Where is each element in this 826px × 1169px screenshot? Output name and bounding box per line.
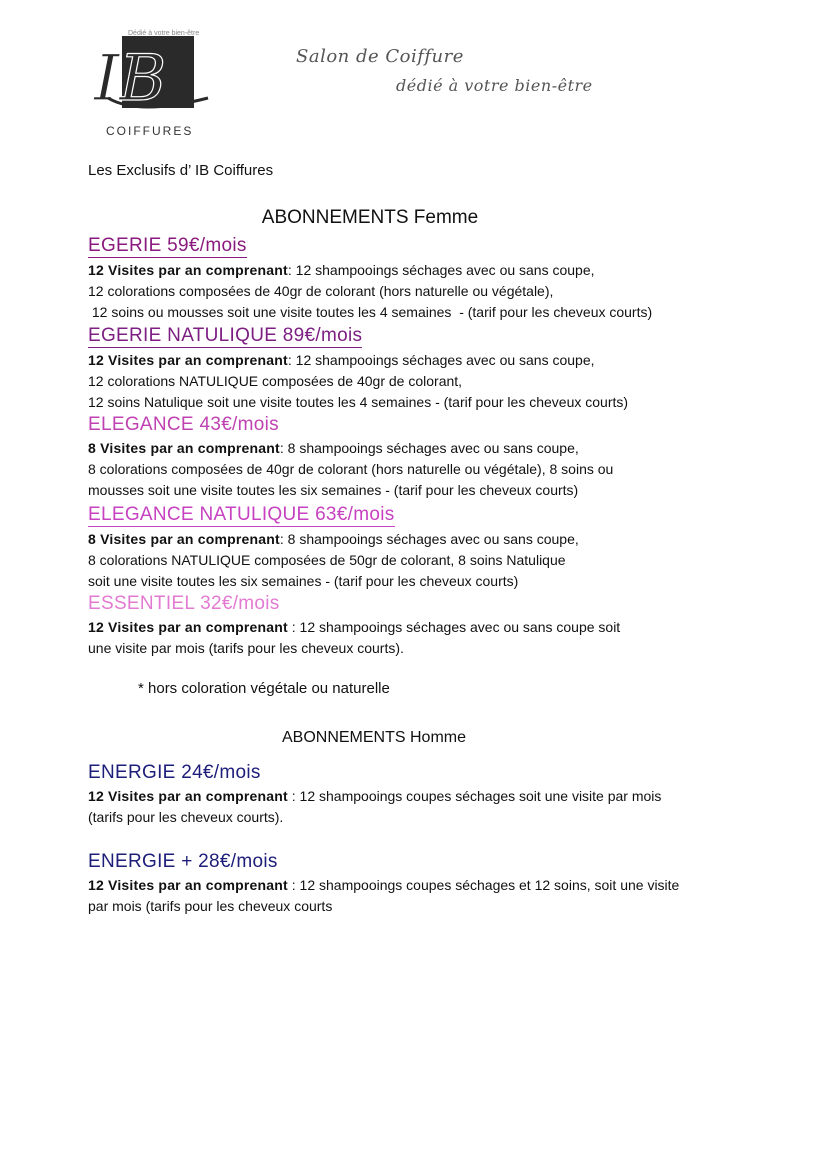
logo-tagline: Dédié à votre bien-être — [128, 30, 200, 37]
offer-line: 12 colorations composées de 40gr de colorant (hors naturelle ou végétale), — [88, 283, 554, 299]
offer-description — [88, 875, 758, 917]
offer-line: : 8 shampooings séchages avec ou sans coupe, — [279, 531, 579, 547]
offer-description — [88, 786, 758, 828]
offer-visits: 12 Visites par an comprenant — [88, 788, 288, 804]
offer-line: 12 soins Natulique soit une visite toutes les 4 semaines - (tarif pour les cheveux courts) — [88, 394, 629, 410]
svg-text:IB: IB — [94, 42, 167, 116]
offer-essentiel — [88, 593, 758, 659]
offer-line: : 8 shampooings séchages avec ou sans coupe, — [279, 440, 579, 456]
salon-logo — [88, 28, 214, 140]
offer-line: par mois (tarifs pour les cheveux courts — [88, 898, 333, 914]
footnote: * hors coloration végétale ou naturelle — [138, 680, 390, 697]
offer-energie — [88, 762, 758, 828]
offer-title: ENERGIE 24€/mois — [88, 762, 261, 783]
slogan-line-1: Salon de Coiffure — [296, 46, 464, 67]
offer-line: 12 soins ou mousses soit une visite toutes les 4 semaines - (tarif pour les cheveux courts) — [88, 304, 653, 320]
offer-line: (tarifs pour les cheveux courts). — [88, 809, 284, 825]
offer-line: 12 colorations NATULIQUE composées de 40gr de colorant, — [88, 373, 463, 389]
offer-title: EGERIE NATULIQUE 89€/mois — [88, 325, 363, 346]
slogan-line-2: dédié à votre bien-être — [396, 76, 593, 95]
offer-energie-plus — [88, 851, 758, 917]
offer-title: ELEGANCE 43€/mois — [88, 414, 279, 435]
offer-line: 8 colorations NATULIQUE composées de 50gr de colorant, 8 soins Natulique — [88, 552, 566, 568]
offer-line: : 12 shampooings coupes séchages soit une visite par mois — [287, 788, 662, 804]
section-title-femme: ABONNEMENTS Femme — [261, 207, 479, 228]
offer-visits: 8 Visites par an comprenant — [88, 531, 280, 547]
intro-text: Les Exclusifs d’ IB Coiffures — [88, 162, 274, 179]
offer-line: une visite par mois (tarifs pour les cheveux courts). — [88, 640, 404, 656]
offer-title: ELEGANCE NATULIQUE 63€/mois — [88, 504, 395, 525]
offer-visits: 12 Visites par an comprenant — [88, 352, 288, 368]
offer-title: ENERGIE + 28€/mois — [88, 851, 278, 872]
offer-description — [88, 260, 758, 323]
offer-visits: 12 Visites par an comprenant — [88, 877, 288, 893]
offer-title: EGERIE 59€/mois — [88, 235, 247, 256]
offer-title: ESSENTIEL 32€/mois — [88, 593, 280, 614]
section-title-homme: ABONNEMENTS Homme — [281, 729, 467, 746]
offer-elegance-natulique — [88, 504, 758, 592]
offer-line: soit une visite toutes les six semaines - (tarif pour les cheveux courts) — [88, 573, 519, 589]
offer-description — [88, 438, 758, 501]
offer-egerie-natulique — [88, 325, 758, 413]
offer-description — [88, 350, 758, 413]
offer-line: : 12 shampooings séchages avec ou sans coupe soit — [287, 619, 621, 635]
offer-line: : 12 shampooings coupes séchages et 12 soins, soit une visite — [287, 877, 680, 893]
offer-visits: 12 Visites par an comprenant — [88, 619, 288, 635]
offer-egerie — [88, 235, 758, 323]
offer-line: 8 colorations composées de 40gr de colorant (hors naturelle ou végétale), 8 soins ou — [88, 461, 614, 477]
offer-visits: 8 Visites par an comprenant — [88, 440, 280, 456]
offer-visits: 12 Visites par an comprenant — [88, 262, 288, 278]
offer-line: mousses soit une visite toutes les six semaines - (tarif pour les cheveux courts) — [88, 482, 579, 498]
offer-elegance — [88, 414, 758, 501]
offer-line: : 12 shampooings séchages avec ou sans coupe, — [287, 352, 595, 368]
offer-description — [88, 617, 758, 659]
offer-description — [88, 529, 758, 592]
logo-caption: COIFFURES — [106, 124, 194, 138]
offer-line: : 12 shampooings séchages avec ou sans coupe, — [287, 262, 595, 278]
